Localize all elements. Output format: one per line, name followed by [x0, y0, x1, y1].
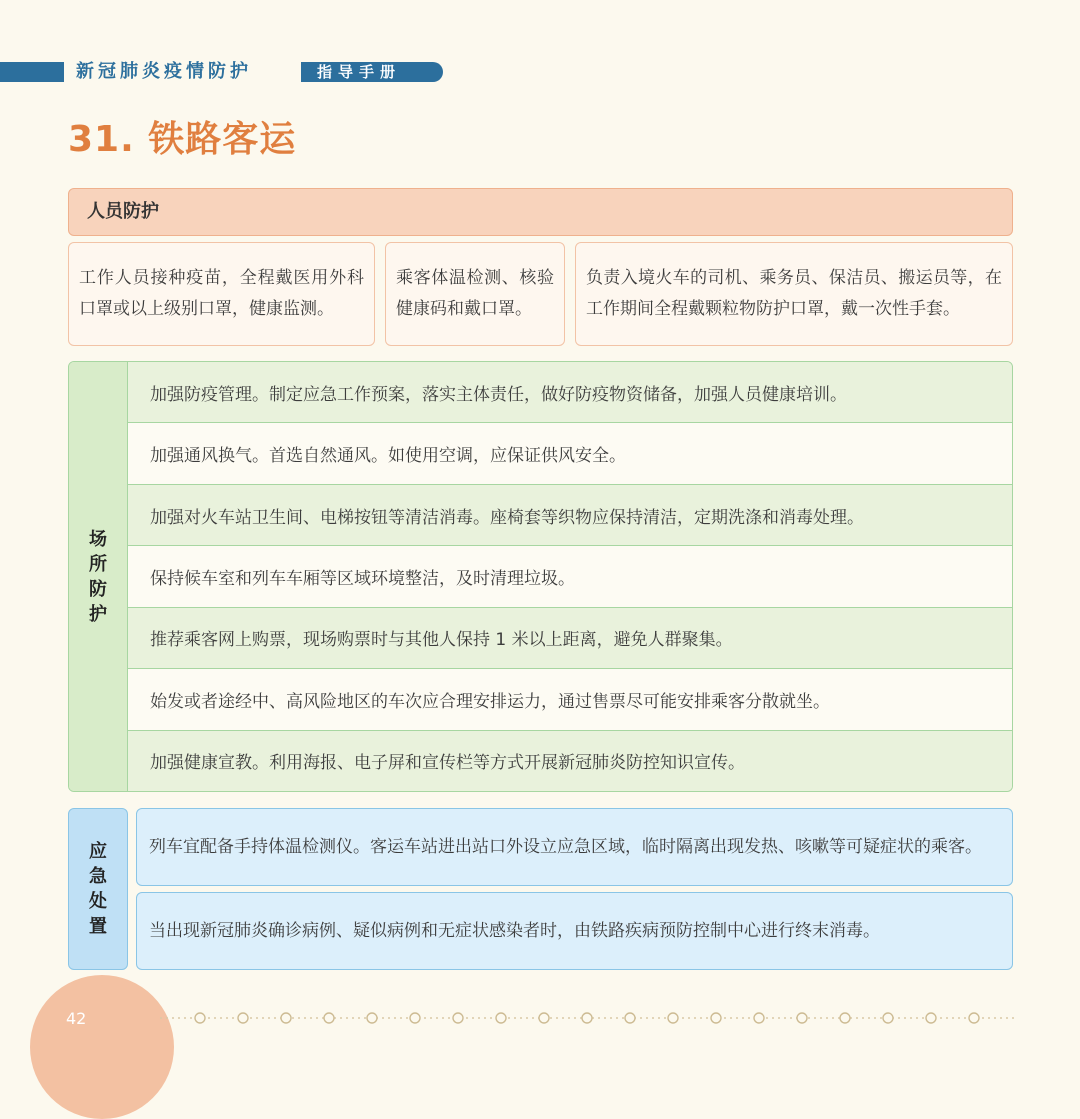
emergency-row-text: 列车宜配备手持体温检测仪。客运车站进出站口外设立应急区域，临时隔离出现发热、咳嗽等可疑症状的乘客。 — [149, 837, 982, 857]
venue-row: 加强健康宣教。利用海报、电子屏和宣传栏等方式开展新冠肺炎防控知识宣传。 — [127, 730, 1012, 791]
venue-row: 加强通风换气。首选自然通风。如使用空调，应保证供风安全。 — [127, 422, 1012, 483]
venue-section-label: 场所防护 — [89, 528, 107, 625]
emergency-row-text: 当出现新冠肺炎确诊病例、疑似病例和无症状感染者时，由铁路疾病预防控制中心进行终末消毒。 — [149, 921, 880, 941]
page-title: 31. 铁路客运 — [68, 119, 297, 160]
personnel-card-inbound-crew — [575, 242, 1013, 346]
personnel-section-heading: 人员防护 — [68, 188, 1013, 236]
personnel-card-passengers — [385, 242, 565, 346]
personnel-card-staff — [68, 242, 375, 346]
emergency-row — [136, 892, 1013, 970]
personnel-card-text: 工作人员接种疫苗，全程戴医用外科口罩或以上级别口罩，健康监测。 — [79, 268, 364, 319]
personnel-card-text: 负责入境火车的司机、乘务员、保洁员、搬运员等，在工作期间全程戴颗粒物防护口罩，戴一次性手套。 — [586, 268, 1002, 319]
personnel-card-text: 乘客体温检测、核验健康码和戴口罩。 — [396, 268, 554, 319]
header-accent-bar — [0, 62, 64, 82]
venue-row: 始发或者途经中、高风险地区的车次应合理安排运力，通过售票尽可能安排乘客分散就坐。 — [127, 668, 1012, 729]
emergency-section-label: 应急处置 — [89, 841, 107, 937]
venue-row: 推荐乘客网上购票，现场购票时与其他人保持 1 米以上距离，避免人群聚集。 — [127, 607, 1012, 668]
venue-row: 加强对火车站卫生间、电梯按钮等清洁消毒。座椅套等织物应保持清洁，定期洗涤和消毒处理。 — [127, 484, 1012, 545]
header-title: 新冠肺炎疫情防护 — [76, 61, 252, 82]
venue-section-label-cell — [69, 362, 127, 791]
venue-rows — [127, 362, 1012, 791]
venue-row: 保持候车室和列车车厢等区域环境整洁，及时清理垃圾。 — [127, 545, 1012, 606]
header-tag: 指导手册 — [301, 62, 443, 82]
emergency-section-label-cell — [68, 808, 128, 970]
page-number: 42 — [66, 1009, 87, 1028]
emergency-row — [136, 808, 1013, 886]
venue-section — [68, 361, 1013, 792]
dotted-divider — [160, 1010, 1015, 1026]
page-number-circle — [30, 975, 174, 1119]
venue-row: 加强防疫管理。制定应急工作预案，落实主体责任，做好防疫物资储备，加强人员健康培训。 — [127, 362, 1012, 422]
